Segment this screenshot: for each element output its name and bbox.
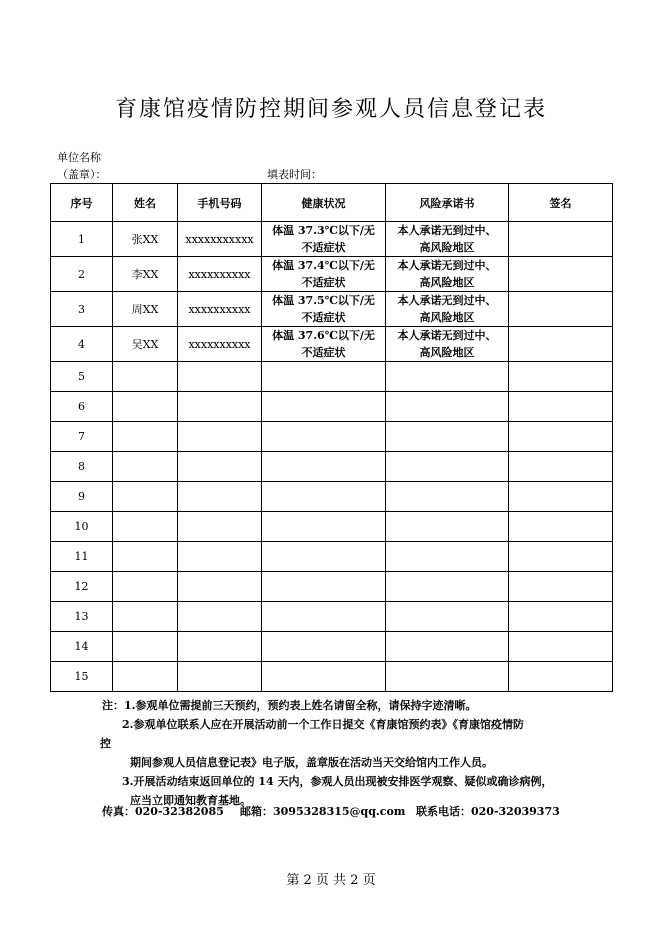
row-number: 11 bbox=[51, 542, 113, 572]
visitor-phone: xxxxxxxxxxx bbox=[178, 222, 262, 257]
table-row bbox=[51, 362, 613, 392]
visitor-name: 李XX bbox=[113, 257, 178, 292]
table-row bbox=[51, 422, 613, 452]
health-status: 体温 37.6℃以下/无 不适症状 bbox=[262, 327, 386, 362]
row-number: 15 bbox=[51, 662, 113, 692]
risk-pledge: 本人承诺无到过中、 高风险地区 bbox=[386, 327, 509, 362]
risk-pledge: 本人承诺无到过中、 高风险地区 bbox=[386, 292, 509, 327]
table-row bbox=[51, 452, 613, 482]
note-3-line-2: 应当立即通知教育基地。 bbox=[130, 794, 251, 807]
row-number: 6 bbox=[51, 392, 113, 422]
col-header-risk: 风险承诺书 bbox=[386, 184, 509, 222]
signature-cell bbox=[509, 257, 613, 292]
risk-pledge: 本人承诺无到过中、 高风险地区 bbox=[386, 257, 509, 292]
visitor-phone: xxxxxxxxxx bbox=[178, 292, 262, 327]
row-number: 4 bbox=[51, 327, 113, 362]
table-row bbox=[51, 572, 613, 602]
row-number: 14 bbox=[51, 632, 113, 662]
table-header-row bbox=[51, 184, 613, 222]
col-header-name: 姓名 bbox=[113, 184, 178, 222]
note-1: 注：1.参观单位需提前三天预约，预约表上姓名请留全称，请保持字迹清晰。 bbox=[102, 699, 477, 712]
row-number: 7 bbox=[51, 422, 113, 452]
notes-section bbox=[102, 696, 572, 810]
row-number: 3 bbox=[51, 292, 113, 327]
page-number: 第 2 页 共 2 页 bbox=[286, 873, 376, 888]
email-address: 邮箱：3095328315@qq.com bbox=[240, 805, 406, 818]
table-row bbox=[51, 257, 613, 292]
note-2-line-2: 控 bbox=[100, 737, 111, 750]
row-number: 1 bbox=[51, 222, 113, 257]
registration-table bbox=[50, 183, 613, 692]
row-number: 9 bbox=[51, 482, 113, 512]
table-row bbox=[51, 542, 613, 572]
fill-time-label: 填表时间： bbox=[267, 168, 322, 181]
table-row bbox=[51, 327, 613, 362]
table-row bbox=[51, 392, 613, 422]
health-status: 体温 37.5℃以下/无 不适症状 bbox=[262, 292, 386, 327]
signature-cell bbox=[509, 292, 613, 327]
row-number: 2 bbox=[51, 257, 113, 292]
fax-number: 传真：020-32382085 bbox=[102, 805, 224, 818]
table-row bbox=[51, 512, 613, 542]
note-2-line-1: 2.参观单位联系人应在开展活动前一个工作日提交《育康馆预约表》《育康馆疫情防 bbox=[122, 718, 524, 731]
row-number: 12 bbox=[51, 572, 113, 602]
row-number: 10 bbox=[51, 512, 113, 542]
health-status: 体温 37.3℃以下/无 不适症状 bbox=[262, 222, 386, 257]
contact-phone: 联系电话：020-32039373 bbox=[416, 805, 560, 818]
col-header-no: 序号 bbox=[51, 184, 113, 222]
visitor-name: 张XX bbox=[113, 222, 178, 257]
col-header-health: 健康状况 bbox=[262, 184, 386, 222]
signature-cell bbox=[509, 222, 613, 257]
risk-pledge: 本人承诺无到过中、 高风险地区 bbox=[386, 222, 509, 257]
health-status: 体温 37.4℃以下/无 不适症状 bbox=[262, 257, 386, 292]
note-3-line-1: 3.开展活动结束返回单位的 14 天内，参观人员出现被安排医学观察、疑似或确诊病例， bbox=[122, 775, 553, 788]
table-row bbox=[51, 292, 613, 327]
table-row bbox=[51, 222, 613, 257]
col-header-sign: 签名 bbox=[509, 184, 613, 222]
table-row bbox=[51, 632, 613, 662]
visitor-phone: xxxxxxxxxx bbox=[178, 257, 262, 292]
unit-stamp-label: （盖章）： bbox=[57, 168, 107, 181]
visitor-name: 周XX bbox=[113, 292, 178, 327]
visitor-name: 吴XX bbox=[113, 327, 178, 362]
visitor-phone: xxxxxxxxxx bbox=[178, 327, 262, 362]
col-header-phone: 手机号码 bbox=[178, 184, 262, 222]
table-row bbox=[51, 482, 613, 512]
unit-name-label: 单位名称 bbox=[57, 151, 101, 164]
table-row bbox=[51, 602, 613, 632]
page-title: 育康馆疫情防控期间参观人员信息登记表 bbox=[114, 97, 547, 122]
row-number: 5 bbox=[51, 362, 113, 392]
row-number: 13 bbox=[51, 602, 113, 632]
signature-cell bbox=[509, 327, 613, 362]
row-number: 8 bbox=[51, 452, 113, 482]
table-row bbox=[51, 662, 613, 692]
note-2-line-3: 期间参观人员信息登记表》电子版，盖章版在活动当天交给馆内工作人员。 bbox=[130, 756, 493, 769]
